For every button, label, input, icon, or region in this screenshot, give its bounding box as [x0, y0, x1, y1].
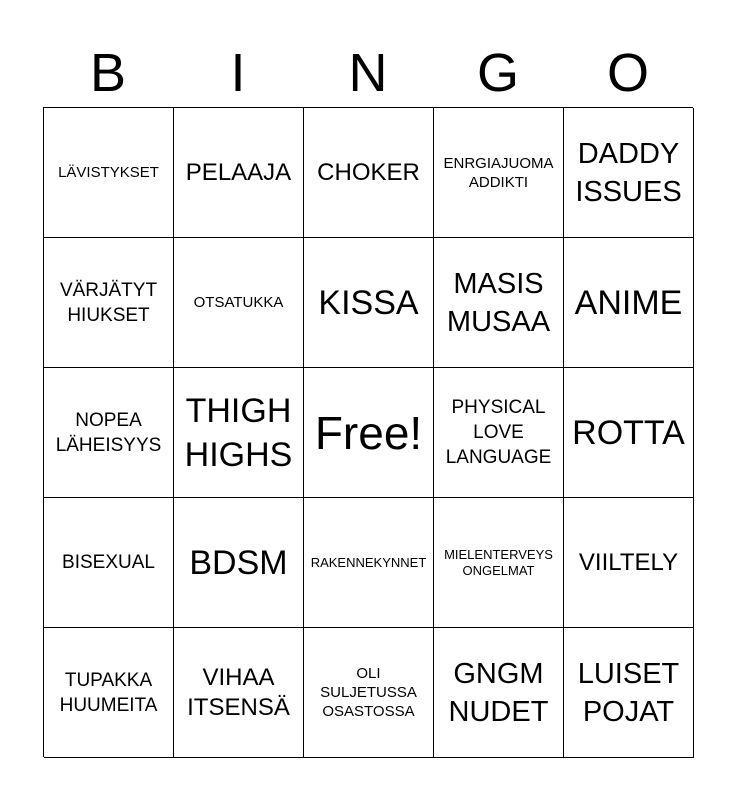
bingo-cell-r2-c3[interactable]: KISSA — [304, 238, 434, 368]
bingo-cell-r5-c1[interactable]: TUPAKKA HUUMEITA — [44, 628, 174, 758]
bingo-cell-r3-c4[interactable]: PHYSICAL LOVE LANGUAGE — [434, 368, 564, 498]
bingo-cell-r1-c4[interactable]: ENRGIAJUOMA ADDIKTI — [434, 108, 564, 238]
bingo-header — [43, 40, 693, 106]
bingo-cell-r4-c1[interactable]: BISEXUAL — [44, 498, 174, 628]
bingo-cell-r3-c2[interactable]: THIGH HIGHS — [174, 368, 304, 498]
bingo-cell-r4-c3[interactable]: RAKENNEKYNNET — [304, 498, 434, 628]
bingo-cell-r2-c2[interactable]: OTSATUKKA — [174, 238, 304, 368]
header-letter-g: G — [476, 43, 519, 103]
bingo-cell-r1-c5[interactable]: DADDY ISSUES — [564, 108, 694, 238]
header-letter-n: N — [348, 43, 388, 103]
header-letter-b: B — [89, 43, 127, 103]
bingo-board — [43, 107, 693, 757]
bingo-cell-r5-c2[interactable]: VIHAA ITSENSÄ — [174, 628, 304, 758]
bingo-cell-free[interactable]: Free! — [304, 368, 434, 498]
bingo-cell-r5-c4[interactable]: GNGM NUDET — [434, 628, 564, 758]
bingo-cell-r5-c3[interactable]: OLI SULJETUSSA OSASTOSSA — [304, 628, 434, 758]
bingo-cell-r1-c1[interactable]: LÄVISTYKSET — [44, 108, 174, 238]
bingo-cell-r1-c2[interactable]: PELAAJA — [174, 108, 304, 238]
header-letter-i: I — [230, 43, 246, 103]
bingo-cell-r4-c5[interactable]: VIILTELY — [564, 498, 694, 628]
bingo-cell-r1-c3[interactable]: CHOKER — [304, 108, 434, 238]
bingo-cell-r4-c2[interactable]: BDSM — [174, 498, 304, 628]
bingo-cell-r2-c4[interactable]: MASIS MUSAA — [434, 238, 564, 368]
bingo-cell-r4-c4[interactable]: MIELENTERVEYS ONGELMAT — [434, 498, 564, 628]
bingo-cell-r2-c1[interactable]: VÄRJÄTYT HIUKSET — [44, 238, 174, 368]
bingo-cell-r2-c5[interactable]: ANIME — [564, 238, 694, 368]
bingo-cell-r5-c5[interactable]: LUISET POJAT — [564, 628, 694, 758]
bingo-cell-r3-c1[interactable]: NOPEA LÄHEISYYS — [44, 368, 174, 498]
header-letter-o: O — [606, 43, 649, 103]
bingo-cell-r3-c5[interactable]: ROTTA — [564, 368, 694, 498]
